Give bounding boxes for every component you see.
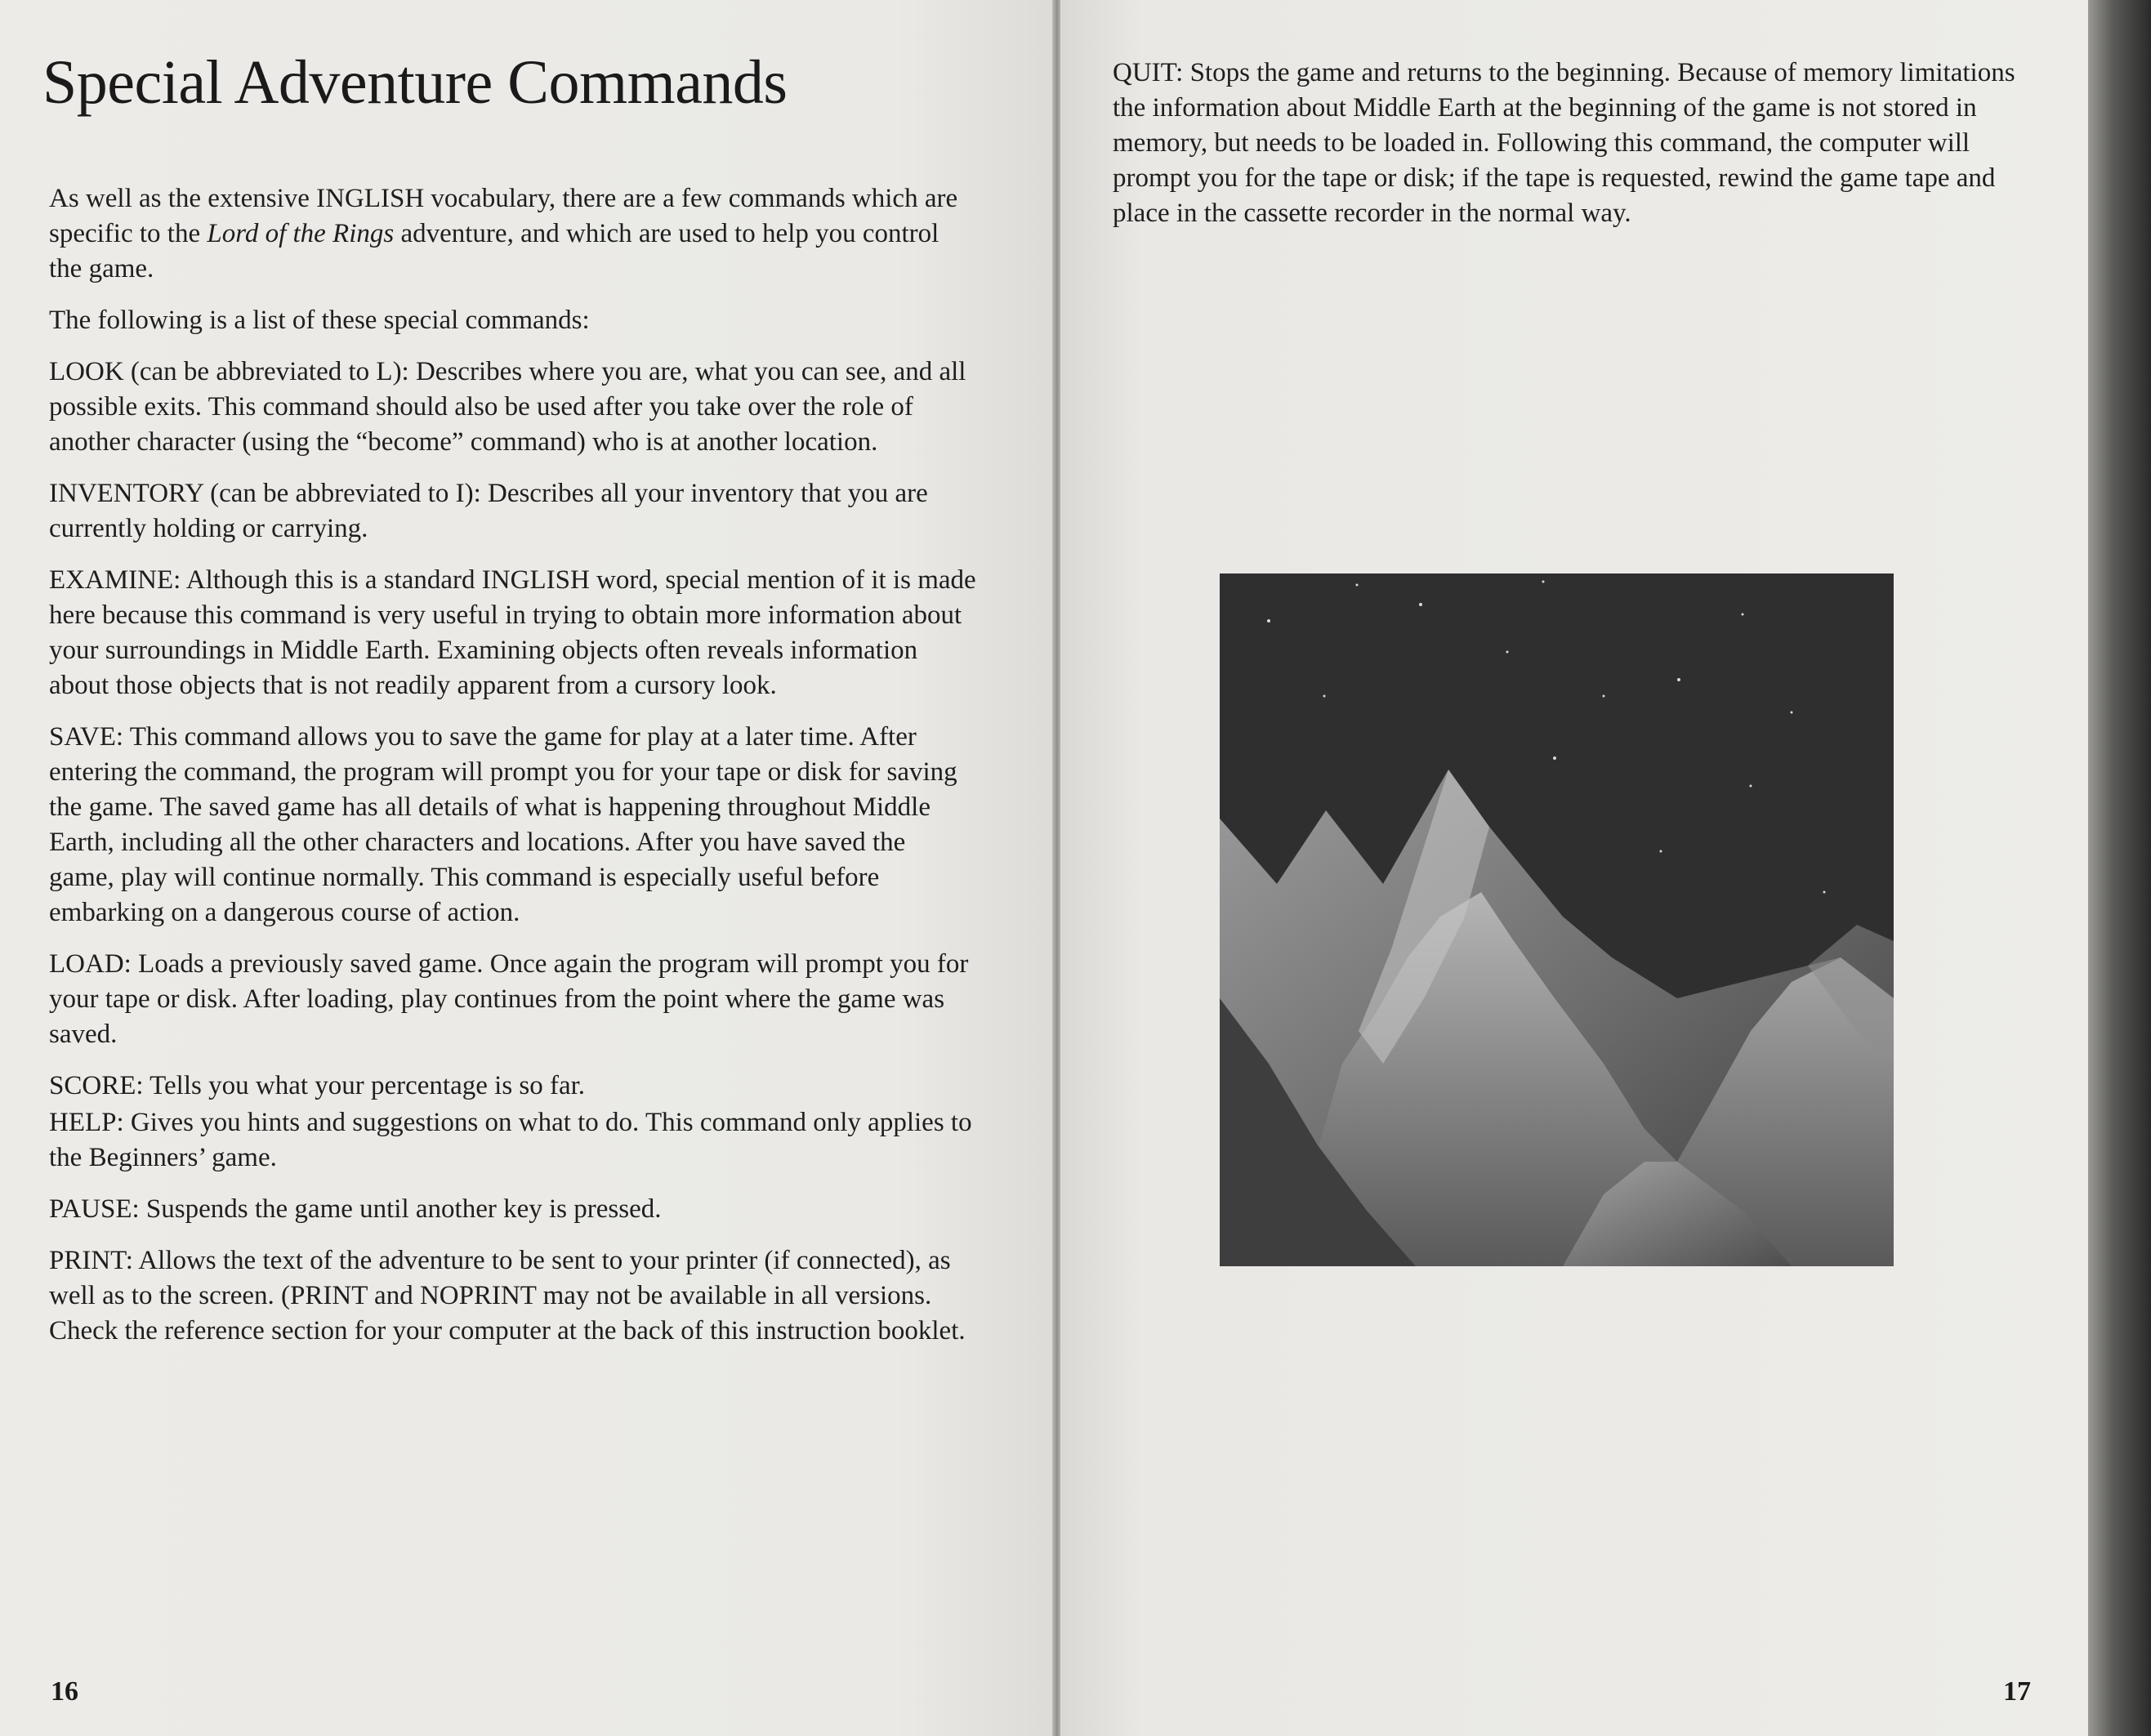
intro-text-end: adventure, and which are used to help you control the game. — [49, 219, 939, 283]
command-print: PRINT: Allows the text of the adventure to be sent to your printer (if connected), as well as to the screen. (PRINT and NOPRINT may not be available in all versions. Check the reference section for your computer at the back of this instruction booklet. — [49, 1246, 966, 1346]
page-number-right: 17 — [2003, 1676, 2031, 1707]
left-column — [49, 181, 976, 1365]
command-save: SAVE: This command allows you to save the game for play at a later time. After entering the command, the program will prompt you for your tape or disk for saving the game. The saved game has all details of what is happening throughout Middle Earth, including all the other characters and locations. After you have saved the game, play will continue normally. This command is especially useful before embarking on a dangerous course of action. — [49, 722, 957, 927]
command-score: SCORE: Tells you what your percentage is so far. — [49, 1071, 586, 1100]
command-examine: EXAMINE: Although this is a standard INGLISH word, special mention of it is made here because this command is very useful in trying to obtain more information about your surroundings in Middle Earth. Examining objects often reveals information about those objects that is not readily apparent from a cursory look. — [49, 565, 976, 700]
command-inventory: INVENTORY (can be abbreviated to I): Describes all your inventory that you are currently holding or carrying. — [49, 479, 928, 543]
command-load: LOAD: Loads a previously saved game. Once again the program will prompt you for your tape or disk. After loading, play continues from the point where the game was saved. — [49, 949, 969, 1049]
intro-paragraph — [49, 181, 976, 287]
list-intro: The following is a list of these special commands: — [49, 306, 590, 335]
command-pause: PAUSE: Suspends the game until another key is pressed. — [49, 1194, 662, 1224]
intro-text-start: As well as the extensive INGLISH vocabulary, there are a few commands which are specific to the — [49, 184, 958, 248]
page-heading: Special Adventure Commands — [42, 48, 788, 117]
binding-edge — [2088, 0, 2151, 1736]
mountain-illustration — [1220, 573, 1894, 1266]
left-page — [0, 0, 1055, 1736]
right-column — [1113, 56, 2028, 248]
command-look: LOOK (can be abbreviated to L): Describes where you are, what you can see, and all possible exits. This command should also be used after you take over the role of another character (using the “become” command) who is at another location. — [49, 357, 966, 457]
command-help: HELP: Gives you hints and suggestions on what to do. This command only applies to the Beginners’ game. — [49, 1108, 972, 1172]
page-number-left: 16 — [51, 1676, 78, 1707]
mountain-night-sky-image — [1220, 573, 1894, 1266]
command-quit: QUIT: Stops the game and returns to the beginning. Because of memory limitations the information about Middle Earth at the beginning of the game is not stored in memory, but needs to be loaded in. Following this command, the computer will prompt you for the tape or disk; if the tape is requested, rewind the game tape and place in the cassette recorder in the normal way. — [1113, 58, 2015, 228]
game-title: Lord of the Rings — [207, 219, 395, 248]
